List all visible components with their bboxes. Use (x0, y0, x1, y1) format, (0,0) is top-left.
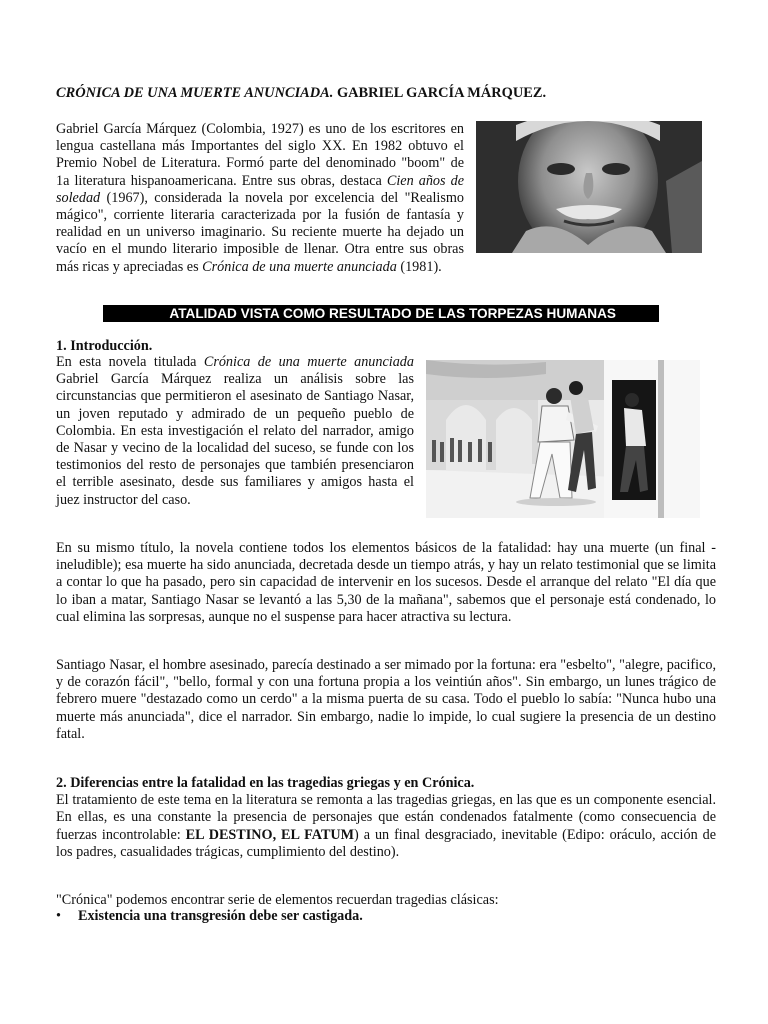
bullet-dot: • (56, 908, 61, 924)
document-body (56, 84, 716, 311)
section2-heading: 2. Diferencias entre la fatalidad en las tragedias griegas y en Crónica. (56, 775, 475, 791)
bio-italic-1: Cien años de soledad (56, 172, 464, 206)
fatality-paragraph: En su mismo título, la novela contiene todos los elementos básicos de la fatalidad: hay una muerte (un final - ineludible); esa muerte ha sido anunciada, decretada desde un tiempo atrás, y hay un relato testimonial que se limita a contar lo que ha pasado, pero sin capacidad de intervenir en los sucesos. Desde el arranque del relato "El día que lo iban a matar, Santiago Nasar se levantó a las 5,30 de la mañana", sabemos que el personaje está condenado, lo cual elimina las sorpresas, aunque no el suspense para hacer atractiva su lectura. (56, 540, 716, 625)
title-author: GABRIEL GARCÍA MÁRQUEZ. (333, 85, 547, 101)
section2-bold: EL DESTINO, EL FATUM (185, 826, 355, 843)
intro-heading: 1. Introducción. (56, 338, 153, 354)
bullet-text: Existencia una transgresión debe ser castigada. (78, 908, 363, 924)
bullet-list-item (56, 908, 716, 925)
banner-text: ATALIDAD VISTA COMO RESULTADO DE LAS TORPEZAS HUMANAS (169, 306, 616, 321)
intro-lead: En esta novela titulada (56, 354, 204, 370)
bio-section (56, 121, 716, 311)
novel-scene-photo (426, 360, 700, 518)
nasar-paragraph: Santiago Nasar, el hombre asesinado, parecía destinado a ser mimado por la fortuna: era "esbelto", "alegre, pacifico, y de corazón fácil", "bello, formal y con una fortuna propia a los veintiún años". Sin embargo, un lunes trágico de febrero muere "destazado como un cerdo" a la misma puerta de su casa. Todo el pueblo lo sabía: "Nunca hubo una muerte más anunciada", dice el narrador. Sin embargo, nadie lo impide, lo cual sugiere la presencia de un destino fatal. (56, 657, 716, 742)
section2-text-1: El tratamiento de este tema en la literatura se remonta a las tragedias griegas, en las que es un componente esencial. En ellas, es una constante la presencia de personajes que están condenados fatalmente (como consecuencia de fuerzas incontrolable: (56, 792, 716, 843)
cronica-elements-paragraph: "Crónica" podemos encontrar serie de elementos recuerdan tragedias clásicas: (56, 892, 499, 908)
section2-paragraph (56, 775, 716, 861)
bio-italic-2: Crónica de una muerte anunciada (202, 258, 397, 275)
author-portrait-image (476, 121, 702, 253)
section2-text-2: ) a un final desgraciado, inevitable (Edipo: oráculo, acción de los padres, casualidades trágicas, cumplimiento del destino). (56, 826, 716, 860)
portrait-svg (476, 121, 702, 253)
intro-paragraph (56, 354, 414, 509)
bio-text-2: (1967), considerada la novela por excelencia del "Realismo mágico", corriente literaria caracterizada por la fusión de fantasía y realidad en un universo imaginario. Su reciente muerte ha dejado un vacío en el mundo literario imposible de llenar. Otra entre sus obras más ricas y apreciadas es (56, 189, 464, 275)
bio-text-1: Gabriel García Márquez (Colombia, 1927) es uno de los escritores en lengua castellana más Importantes del siglo XX. En 1982 obtuvo el Premio Nobel de Literatura. Formó parte del denominado "boom" de 1a literatura hispanoamericana. Entre sus obras, destaca (56, 121, 464, 189)
section-banner (103, 305, 659, 322)
bio-paragraph (56, 121, 464, 276)
scene-svg (426, 360, 700, 518)
document-title (56, 84, 716, 102)
intro-italic: Crónica de una muerte anunciada (203, 354, 414, 370)
title-italic: CRÓNICA DE UNA MUERTE ANUNCIADA. (56, 85, 334, 101)
intro-text: Gabriel García Márquez realiza un análisis sobre las circunstancias que permitieron el asesinato de Santiago Nasar, un joven reputado y admirado de un pequeño pueblo de Colombia. En esta investigación el relato del narrador, amigo de Nasar y vecino de la localidad del suceso, se funde con los testimonios del resto de personajes que también presenciaron el terrible asesinato, desde sus familiares y amigos hasta el juez instructor del caso. (56, 371, 414, 508)
bio-text-3: (1981). (396, 258, 442, 275)
